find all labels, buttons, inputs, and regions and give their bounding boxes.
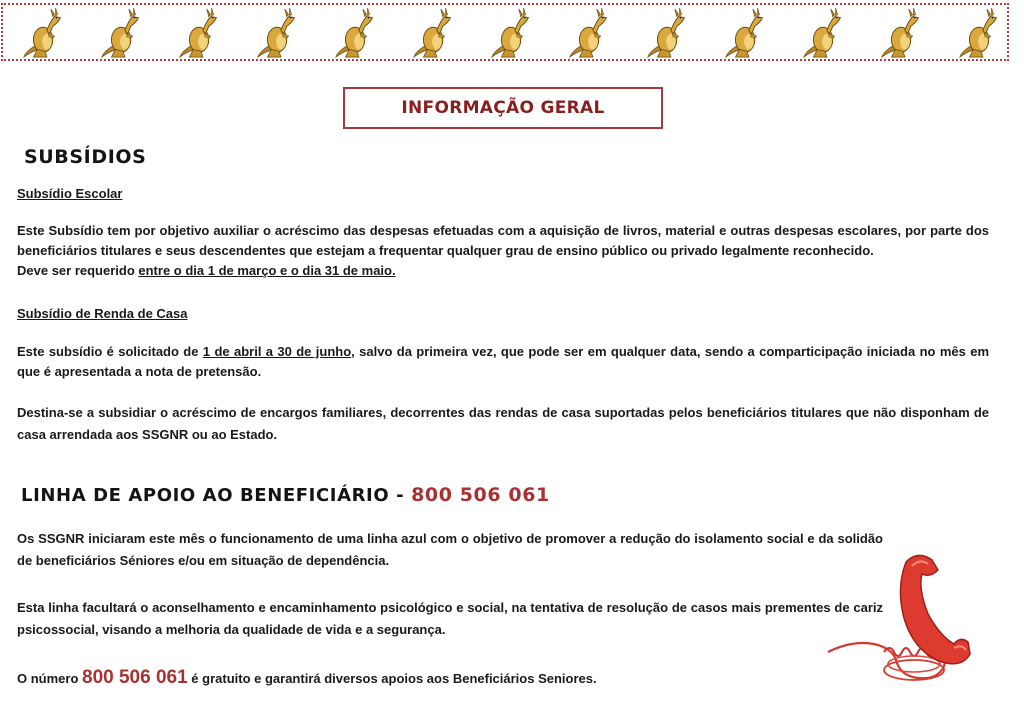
renda-p1-prefix: Este subsídio é solicitado de [17, 344, 203, 359]
kangaroo-icon [411, 7, 459, 59]
linha-apoio-p1: Os SSGNR iniciaram este mês o funcionamento de uma linha azul com o objetivo de promover a redução do isolamento social e da solidão de beneficiários Séniores e/ou em situação de dependência. [17, 531, 883, 568]
general-info-title-box [343, 87, 663, 129]
subsidio-escolar-text [17, 221, 989, 281]
kangaroo-icon [21, 7, 69, 59]
kangaroo-icon [723, 7, 771, 59]
kangaroo-icon [177, 7, 225, 59]
kangaroo-icon [567, 7, 615, 59]
kangaroo-icon [957, 7, 1005, 59]
telephone-handset-icon [822, 548, 972, 688]
general-info-title: INFORMAÇÃO GERAL [401, 98, 605, 118]
kangaroo-icon [333, 7, 381, 59]
request-prefix: Deve ser requerido [17, 263, 139, 278]
subsidio-renda-p2: Destina-se a subsidiar o acréscimo de encargos familiares, decorrentes das rendas de casa suportadas pelos beneficiários titulares que não disponham de casa arrendada aos SSGNR ou ao Estado. [17, 405, 989, 442]
linha-apoio-p3 [17, 668, 883, 689]
linha-apoio-phone: 800 506 061 [411, 484, 550, 506]
subsidio-escolar-body: Este Subsídio tem por objetivo auxiliar o acréscimo das despesas efetuadas com a aquisição de livros, material e outras despesas escolares, por parte dos beneficiários titulares e seus descendentes que estejam a frequentar qualquer grau de ensino público ou privado legalmente reconhecido. [17, 223, 989, 258]
kangaroo-icon [879, 7, 927, 59]
subsidio-renda-title: Subsídio de Renda de Casa [17, 306, 188, 321]
kangaroo-icon [255, 7, 303, 59]
renda-p1-suffix: , salvo da primeira vez, que pode ser em qualquer data, sendo a comparticipação iniciada no mês em que é apresentada a nota de pretensão. [17, 344, 990, 379]
subsidios-heading: SUBSÍDIOS [24, 146, 147, 168]
renda-period: 1 de abril a 30 de junho [202, 344, 352, 359]
kangaroo-icon [801, 7, 849, 59]
kangaroo-icon [99, 7, 147, 59]
subsidio-escolar-title: Subsídio Escolar [17, 186, 123, 201]
kangaroo-banner [1, 3, 1009, 61]
linha-apoio-heading-text: LINHA DE APOIO AO BENEFICIÁRIO - [21, 485, 412, 506]
request-period: entre o dia 1 de março e o dia 31 de maio. [138, 263, 396, 278]
p3-prefix: O número [17, 671, 83, 686]
p3-suffix: é gratuito e garantirá diversos apoios aos Beneficiários Seniores. [187, 671, 597, 686]
kangaroo-icon [489, 7, 537, 59]
linha-apoio-heading [21, 484, 550, 506]
subsidio-renda-p1 [17, 342, 989, 382]
free-phone-number: 800 506 061 [82, 667, 188, 688]
kangaroo-icon [645, 7, 693, 59]
linha-apoio-p2: Esta linha facultará o aconselhamento e encaminhamento psicológico e social, na tentativa de resolução de casos mais prementes de cariz psicossocial, visando a melhoria da qualidade de vida e a segurança. [17, 600, 883, 637]
